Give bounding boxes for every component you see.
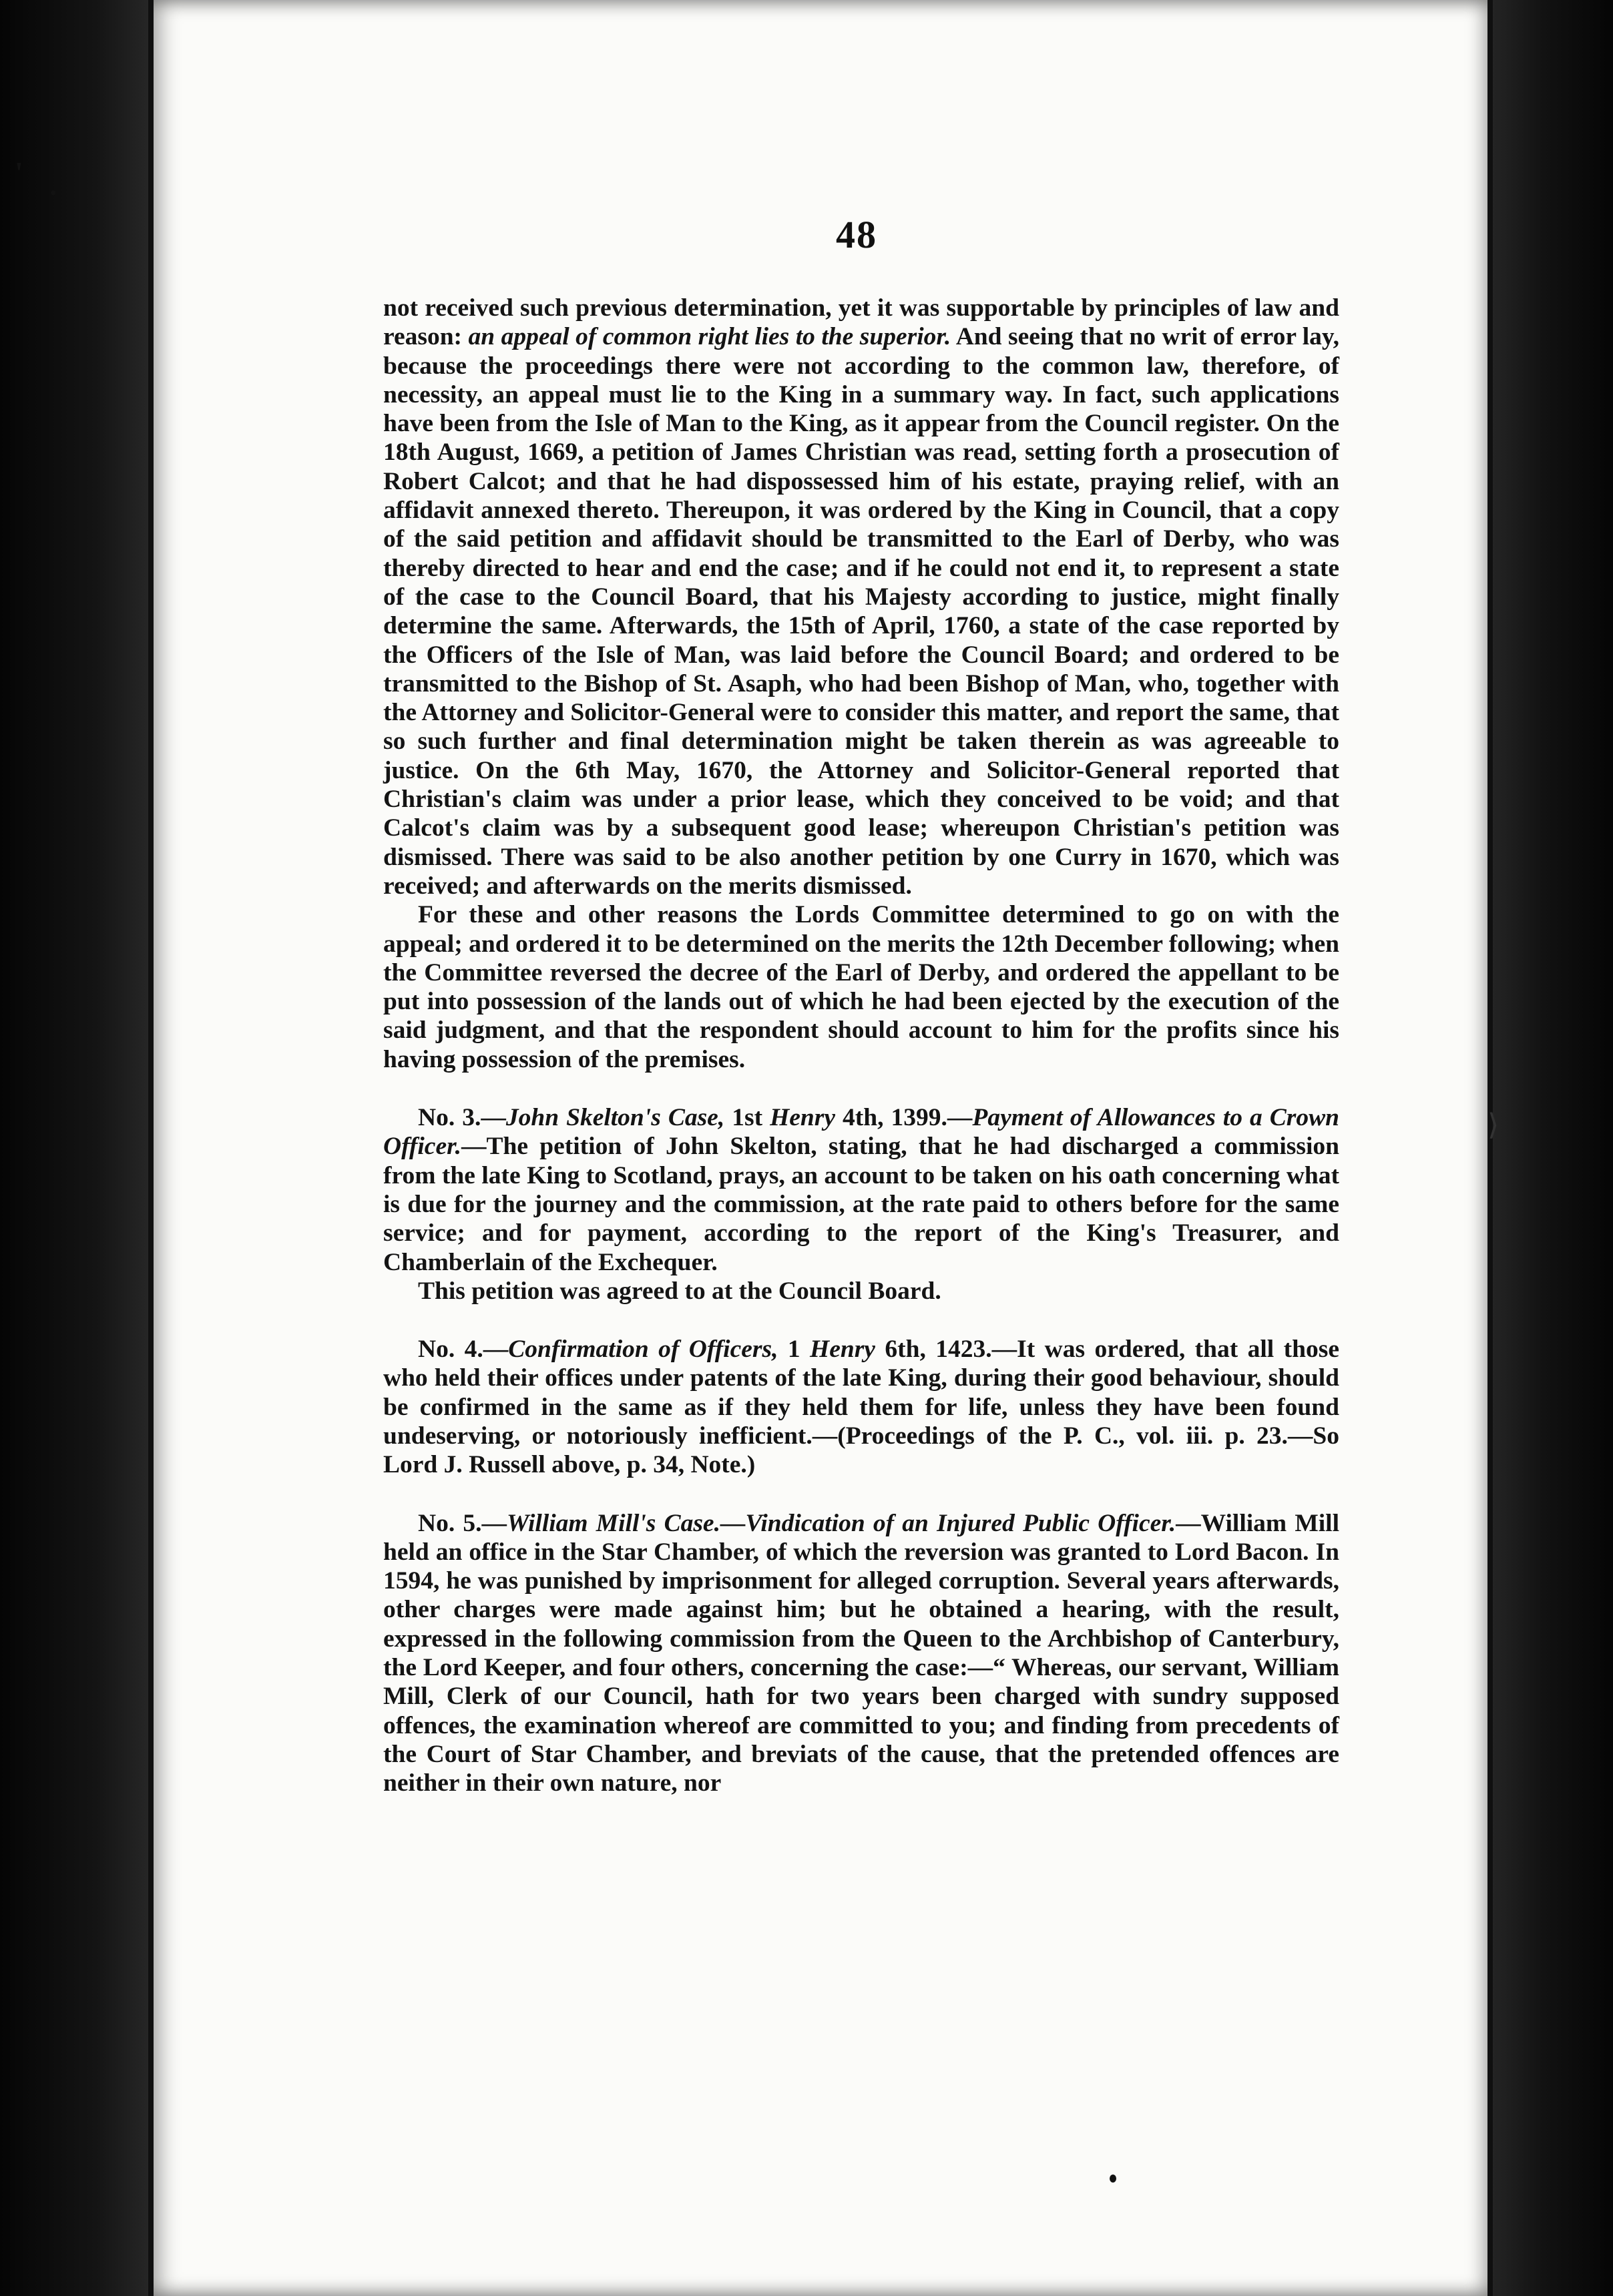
italic-text: Henry	[770, 1104, 836, 1132]
paragraph-lords-committee	[383, 900, 1339, 1074]
text-run: 4th, 1399.—	[835, 1104, 973, 1132]
italic-text: Henry	[810, 1336, 875, 1364]
spine-mark: ·	[48, 176, 59, 210]
margin-mark: ⟩	[1487, 1109, 1500, 1141]
page-number: 48	[836, 213, 877, 256]
italic-text: William Mill's Case.—Vindication of an Injured Public Officer.	[507, 1509, 1176, 1537]
paragraph-william-mill-case	[383, 1509, 1339, 1798]
text-run: No. 4.—	[418, 1336, 509, 1364]
text-run: This petition was agreed to at the Council Board.	[418, 1277, 941, 1305]
page-edge-left	[148, 0, 154, 2296]
text-run: 1	[778, 1336, 811, 1364]
paragraph-skelton-case	[383, 1103, 1339, 1277]
body-text	[383, 294, 1339, 1798]
italic-text: Payment of Allowances to a Crown Officer.	[383, 1104, 1339, 1161]
paragraph-confirmation-of-officers	[383, 1335, 1339, 1479]
paragraph-appeal-isle-of-man	[383, 294, 1339, 900]
page-edge-right	[1487, 0, 1493, 2296]
text-run: 1st	[724, 1104, 770, 1132]
italic-text: an appeal of common right lies to the superior.	[468, 323, 951, 351]
text-run: For these and other reasons the Lords Committee determined to go on with the appeal; and ordered it to be determined on the merits the 12th December following; when the Committee reversed the decree of the Earl of Derby, and ordered the appellant to be put into possession of the lands out of which he had been ejected by the execution of the said judgment, and that the respondent should account to him for the profits since his having possession of the premises.	[383, 901, 1339, 1073]
text-run: —The petition of John Skelton, stating, that he had discharged a commission from the late King to Scotland, prays, an account to be taken on his oath concerning what is due for the journey and the commission, at the rate paid to others before for the same service; and for payment, according to the report of the King's Treasurer, and Chamberlain of the Exchequer.	[383, 1133, 1339, 1276]
text-run: not received such previous determination, yet it was supportable by principles of law and reason:	[383, 294, 1339, 351]
text-run: 6th, 1423.—It was ordered, that all those who held their offices under patents of the late King, during their good behaviour, should be confirmed in the same as if they held them for life, unless they have been found undeserving, or notoriously inefficient.—(Proceedings of the P. C., vol. iii. p. 23.—So Lord J. Russell above, p. 34, Note.)	[383, 1336, 1339, 1479]
text-run: And seeing that no writ of error lay, because the proceedings there were not according to the common law, therefore, of necessity, an appeal must lie to the King in a summary way. In fact, such applications have been from the Isle of Man to the King, as it appear from the Council register. On the 18th August, 1669, a petition of James Christian was read, setting forth a prosecution of Robert Calcot; and that he had dispossessed him of his estate, praying relief, with an affidavit annexed thereto. Thereupon, it was ordered by the King in Council, that a copy of the said petition and affidavit should be transmitted to the Earl of Derby, who was thereby directed to hear and end the case; and if he could not end it, to represent a state of the case to the Council Board, that his Majesty according to justice, might finally determine the same. Afterwards, the 15th of April, 1760, a state of the case reported by the Officers of the Isle of Man, was laid before the Council Board; and ordered to be transmitted to the Bishop of St. Asaph, who had been Bishop of Man, who, together with the Attorney and Solicitor-General were to consider this matter, and report the same, that so such further and final determination might be taken therein as was agreeable to justice. On the 6th May, 1670, the Attorney and Solicitor-General reported that Christian's claim was under a prior lease, which they conceived to be void; and that Calcot's claim was by a subsequent good lease; whereupon Christian's petition was dismissed. There was said to be also another petition by one Curry in 1670, which was received; and afterwards on the merits dismissed.	[383, 323, 1339, 900]
scan-border-left	[0, 0, 160, 2296]
text-run: No. 5.—	[418, 1509, 507, 1537]
paragraph-petition-agreed	[383, 1277, 1339, 1306]
italic-text: Confirmation of Officers,	[508, 1336, 778, 1364]
text-run: —William Mill held an office in the Star Chamber, of which the reversion was granted to Lord Bacon. In 1594, he was punished by imprisonment for alleged corruption. Several years afterwards, other charges were made against him; but he obtained a hearing, with the result, expressed in the following commission from the Queen to the Archbishop of Canterbury, the Lord Keeper, and four others, concerning the case:—“ Whereas, our servant, William Mill, Clerk of our Council, hath for two years been charged with sundry supposed offences, the examination whereof are committed to you; and finding from precedents of the Court of Star Chamber, and breviats of the cause, that the pretended offences are neither in their own nature, nor	[383, 1509, 1339, 1797]
italic-text: John Skelton's Case,	[505, 1104, 725, 1132]
text-run: No. 3.—	[418, 1104, 506, 1132]
spine-mark: '	[15, 156, 23, 190]
ink-dot	[1110, 2175, 1116, 2183]
scan-border-right	[1486, 0, 1613, 2296]
